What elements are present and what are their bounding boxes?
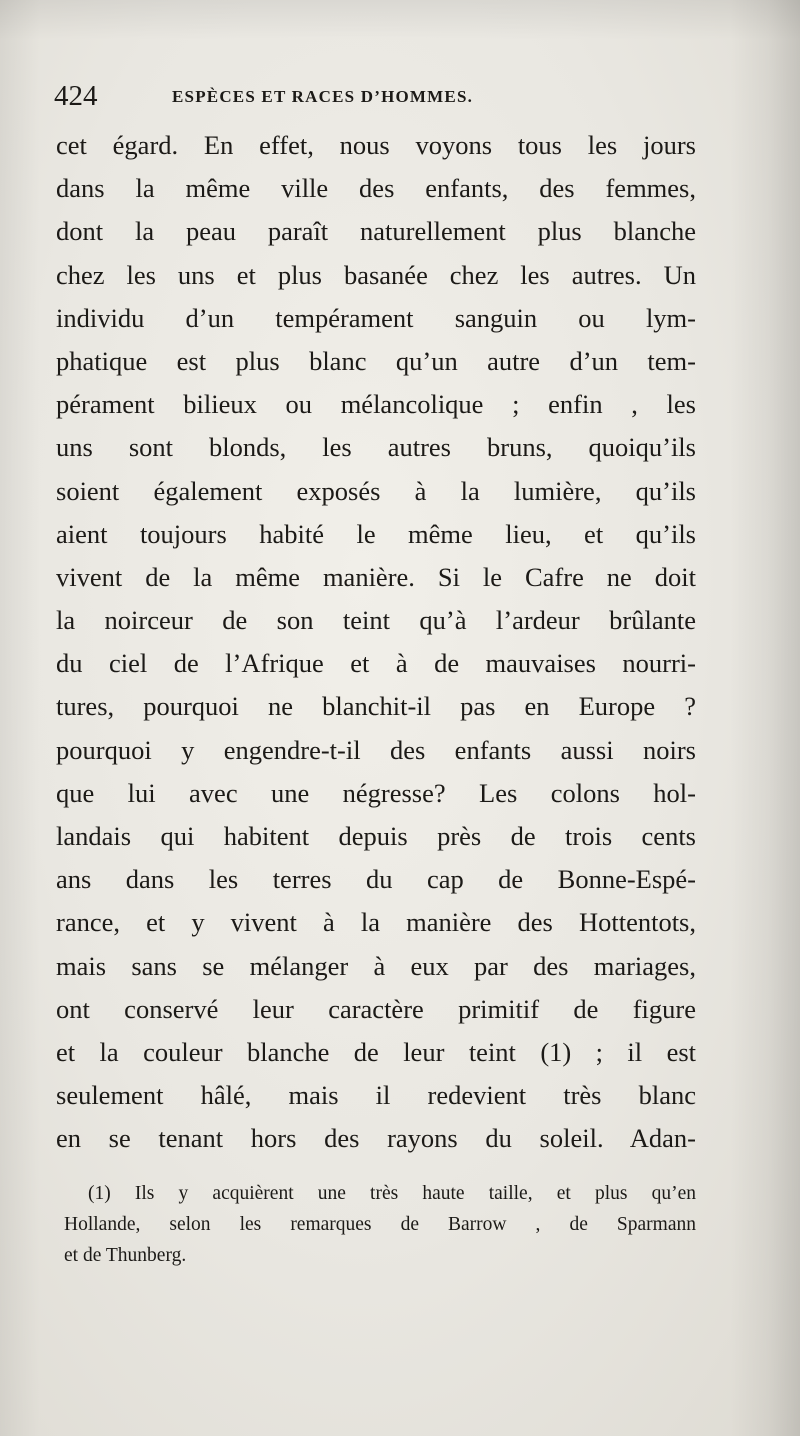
text-line: chez les uns et plus basanée chez les autres. Un <box>56 259 696 290</box>
text-line: vivent de la même manière. Si le Cafre ne doit <box>56 561 696 592</box>
text-line: du ciel de l’Afrique et à de mauvaises nourri- <box>56 648 696 679</box>
text-line: ont conservé leur caractère primitif de figure <box>56 993 696 1024</box>
footnote-line: et de Thunberg. <box>64 1245 187 1266</box>
text-line: seulement hâlé, mais il redevient très blanc <box>56 1080 696 1111</box>
page-left-edge-shadow <box>0 0 40 1436</box>
text-line: dans la même ville des enfants, des femmes, <box>56 173 696 204</box>
text-line: uns sont blonds, les autres bruns, quoiqu’ils <box>56 432 696 463</box>
text-line: soient également exposés à la lumière, qu’ils <box>56 475 696 506</box>
footnote-line: Hollande, selon les remarques de Barrow , de Sparmann <box>64 1214 696 1235</box>
page-header <box>54 74 694 118</box>
text-line: tures, pourquoi ne blanchit-il pas en Europe ? <box>56 691 696 722</box>
body-text <box>56 124 696 1161</box>
text-line: pérament bilieux ou mélancolique ; enfin , les <box>56 389 696 420</box>
text-line: landais qui habitent depuis près de trois cents <box>56 821 696 851</box>
text-line: individu d’un tempérament sanguin ou lym- <box>56 302 696 333</box>
text-line: rance, et y vivent à la manière des Hottentots, <box>56 907 696 938</box>
text-line: cet égard. En effet, nous voyons tous les jours <box>56 130 696 160</box>
text-line: dont la peau paraît naturellement plus blanche <box>56 216 696 247</box>
text-line: ans dans les terres du cap de Bonne-Espé- <box>56 864 696 895</box>
footnote <box>64 1178 696 1271</box>
page-number: 424 <box>54 80 98 112</box>
text-line: mais sans se mélanger à eux par des mariages, <box>56 950 696 981</box>
page-spine-shadow <box>730 0 800 1436</box>
text-line: et la couleur blanche de leur teint (1) ; il est <box>56 1036 696 1067</box>
footnote-line: (1) Ils y acquièrent une très haute taille, et plus qu’en <box>88 1183 696 1204</box>
text-line: la noirceur de son teint qu’à l’ardeur brûlante <box>56 605 696 636</box>
text-line: phatique est plus blanc qu’un autre d’un tem- <box>56 345 696 376</box>
page-top-edge-shadow <box>0 0 800 40</box>
running-head: ESPÈCES ET RACES D’HOMMES. <box>172 87 474 106</box>
text-line: en se tenant hors des rayons du soleil. Adan- <box>56 1123 696 1154</box>
text-line: que lui avec une négresse? Les colons hol- <box>56 777 696 808</box>
text-line: aient toujours habité le même lieu, et qu’ils <box>56 518 696 549</box>
text-line: pourquoi y engendre-t-il des enfants aussi noirs <box>56 734 696 765</box>
